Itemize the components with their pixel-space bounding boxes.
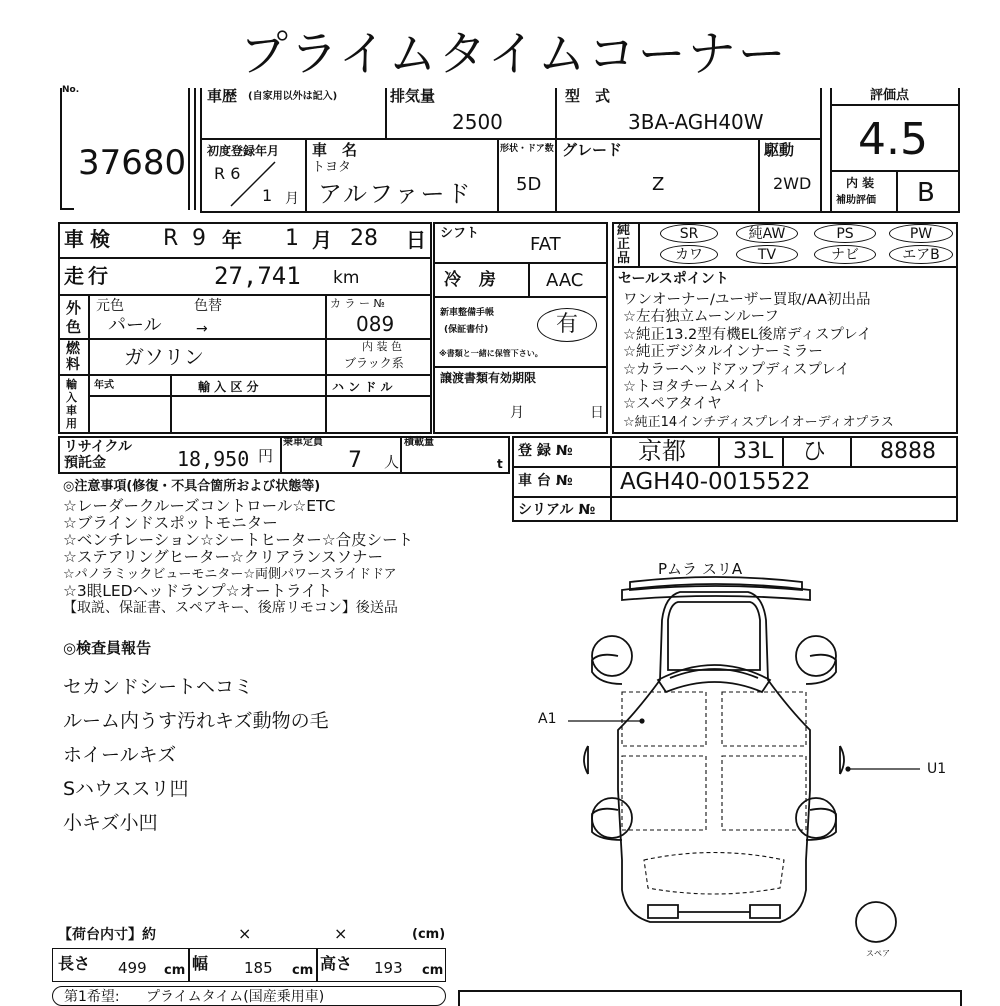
registration-class: 33L (733, 439, 774, 464)
score-label: 評価点 (870, 88, 910, 103)
color-side-label: 外色 (66, 299, 82, 336)
sales-point: ☆カラーヘッドアップディスプレイ (623, 361, 850, 378)
recycle-unit: 円 (258, 447, 274, 465)
option-tv: TV (736, 245, 798, 264)
cargo-height-label: 高さ (320, 954, 353, 973)
cargo-label: 【荷台内寸】約 (58, 927, 156, 943)
inspection-label: 車検 (64, 227, 116, 251)
color-orig-label: 元色 (96, 298, 124, 314)
inspector-item: Sハウススリ凹 (63, 778, 189, 800)
load-label: 積載量 (404, 437, 434, 448)
interior-color: ブラック系 (344, 356, 404, 370)
car-name-label: 車 名 (312, 141, 358, 159)
fuel-side-label: 燃料 (66, 341, 80, 373)
sales-points-label: セールスポイント (618, 271, 729, 287)
inspector-list (63, 670, 329, 840)
first-reg-label: 初度登録年月 (207, 144, 280, 158)
diagram-right-label: U1 (927, 761, 947, 777)
fuel-value: ガソリン (124, 345, 204, 369)
cargo-width-label: 幅 (192, 954, 209, 973)
option-leather: カワ (660, 245, 718, 264)
capacity-value: 7 (348, 448, 362, 473)
cargo-height-cm: cm (422, 963, 444, 978)
inspector-item: セカンドシートヘコミ (63, 676, 254, 698)
cargo-length-label: 長さ (58, 954, 91, 973)
mileage-value: 27,741 (214, 262, 301, 290)
note-item: ☆ブラインドスポットモニター (63, 514, 278, 532)
options-label: 純正品 (617, 223, 631, 266)
registration-kana: ひ (802, 437, 826, 465)
notes-label: ◎注意事項(修復・不具合箇所および状態等) (63, 479, 321, 494)
interior-score-label-top: 内 装 (846, 176, 875, 190)
history-note: (自家用以外は記入) (248, 91, 338, 102)
interior-score-label-bottom: 補助評価 (836, 195, 876, 206)
capacity-unit: 人 (384, 453, 400, 471)
recycle-value: 18,950 (177, 447, 250, 471)
interior-color-label: 内 装 色 (362, 340, 402, 353)
transfer-label: 譲渡書類有効期限 (440, 371, 537, 385)
displacement-label: 排気量 (390, 87, 436, 105)
diagram-top-label: Pムラ スリA (658, 560, 743, 578)
model-value: 3BA-AGH40W (628, 110, 764, 134)
mileage-label: 走行 (64, 264, 112, 288)
history-label: 車歴 (207, 87, 238, 105)
preference-value: プライムタイム(国産乗用車) (146, 989, 325, 1005)
inspection-era: R (163, 226, 179, 251)
score-value: 4.5 (858, 114, 928, 165)
first-reg-month-unit: 月 (285, 191, 299, 207)
color-no-label: カ ラ ー № (330, 297, 385, 310)
aircon-value: AAC (546, 270, 584, 291)
inspection-year-unit: 年 (222, 228, 242, 252)
drive-value: 2WD (773, 174, 812, 193)
car-name: アルファード (318, 180, 473, 208)
sales-point: ☆左右独立ムーンルーフ (623, 309, 779, 326)
lot-label: No. (62, 85, 80, 95)
first-reg-month: 1 (262, 186, 273, 205)
chassis-value: AGH40-0015522 (620, 469, 811, 495)
lot-bracket (60, 88, 74, 210)
color-change-label: 色替 (194, 298, 222, 314)
grade-value: Z (652, 174, 665, 195)
capacity-label: 乗車定員 (283, 437, 323, 448)
option-ps: PS (814, 224, 876, 243)
inspector-item: 小キズ小凹 (63, 812, 158, 834)
cargo-width: 185 (244, 959, 273, 977)
option-navi: ナビ (814, 245, 876, 264)
load-unit: t (497, 457, 503, 471)
lot-number: 37680 (78, 143, 187, 183)
inspection-year: 9 (192, 226, 206, 251)
sales-points-list (623, 292, 958, 431)
inspection-day-unit: 日 (406, 228, 426, 252)
registration-area: 京都 (638, 437, 686, 465)
option-alloy-wheel: 純AW (736, 224, 798, 243)
drive-label: 駆動 (764, 141, 795, 159)
option-sr: SR (660, 224, 718, 243)
import-kind-label: 輸 入 区 分 (198, 380, 259, 394)
recycle-label-1: リサイクル (64, 439, 133, 455)
aircon-label: 冷 房 (444, 270, 502, 290)
cargo-height: 193 (374, 959, 403, 977)
displacement-value: 2500 (452, 110, 503, 134)
sales-point: ☆純正デジタルインナーミラー (623, 344, 823, 361)
cargo-unit: (cm) (412, 927, 446, 942)
cargo-length-cm: cm (164, 963, 186, 978)
car-diagram (540, 560, 980, 960)
shift-value: FAT (530, 234, 561, 255)
import-side-label: 輸入車用 (66, 378, 77, 430)
sales-point: ☆純正14インチディスプレイオーディオプラス (623, 414, 894, 430)
interior-score-value: B (917, 178, 935, 208)
inspector-item: ルーム内うす汚れキズ動物の毛 (63, 710, 329, 732)
transfer-month-unit: 月 (510, 405, 524, 421)
import-year-label: 年式 (94, 380, 114, 391)
sales-point: ☆トヨタチームメイト (623, 379, 767, 396)
mileage-unit: km (333, 268, 360, 288)
diagram-spare-label: スペア (866, 949, 890, 958)
manual-yes-oval: 有 (537, 308, 597, 342)
cargo-x2: × (334, 924, 348, 943)
transfer-day-unit: 日 (590, 405, 604, 421)
model-label: 型 式 (565, 87, 611, 105)
inspection-month-unit: 月 (312, 228, 332, 252)
shift-label: シフト (440, 226, 480, 241)
inspector-label: ◎検査員報告 (63, 639, 152, 657)
body-doors-label: 形状・ドア数 (500, 144, 554, 154)
grade-label: グレード (562, 141, 623, 159)
recycle-label-2: 預託金 (64, 455, 106, 471)
inspection-day: 28 (350, 226, 378, 251)
manual-label-1: 新車整備手帳 (440, 308, 495, 318)
option-pw: PW (889, 224, 953, 243)
note-item: ☆ステアリングヒーター☆クリアランスソナー (63, 548, 383, 566)
note-item: ☆ベンチレーション☆シートヒーター☆合皮シート (63, 531, 414, 549)
manual-label-2: (保証書付) (444, 325, 489, 335)
diagram-left-label: A1 (538, 711, 557, 727)
color-arrow: → (196, 321, 208, 337)
preference-label: 第1希望: (64, 989, 120, 1005)
chassis-label: 車 台 № (518, 473, 573, 489)
serial-label: シリアル № (518, 502, 596, 518)
color-no: 089 (356, 312, 395, 336)
note-item: ☆パノラミックビューモニター☆両側パワースライドドア (63, 567, 397, 582)
inspector-item: ホイールキズ (63, 744, 177, 766)
cargo-length: 499 (118, 959, 147, 977)
body-doors-value: 5D (516, 174, 542, 195)
page-title: プライムタイムコーナー (240, 26, 788, 82)
manual-note: ※書類と一緒に保管下さい。 (439, 349, 543, 358)
import-handle-label: ハ ン ド ル (332, 380, 393, 394)
sales-point: ワンオーナー/ユーザー買取/AA初出品 (623, 292, 871, 308)
color-orig: パール (108, 315, 162, 336)
notes-list (63, 498, 513, 617)
first-reg-era: R 6 (214, 164, 241, 183)
option-airbag: エアB (889, 245, 953, 264)
registration-number: 8888 (880, 439, 936, 464)
sales-point: ☆純正13.2型有機EL後席ディスプレイ (623, 326, 872, 343)
sales-point: ☆スペアタイヤ (623, 396, 722, 413)
registration-label: 登 録 № (518, 443, 573, 459)
car-maker: トヨタ (312, 160, 352, 175)
cargo-width-cm: cm (292, 963, 314, 978)
note-item: 【取説、保証書、スペアキー、後席リモコン】後送品 (63, 600, 398, 616)
note-item: ☆3眼LEDヘッドランプ☆オートライト (63, 582, 333, 600)
note-item: ☆レーダークルーズコントロール☆ETC (63, 497, 336, 515)
cargo-x1: × (238, 924, 252, 943)
inspection-month: 1 (285, 226, 299, 251)
